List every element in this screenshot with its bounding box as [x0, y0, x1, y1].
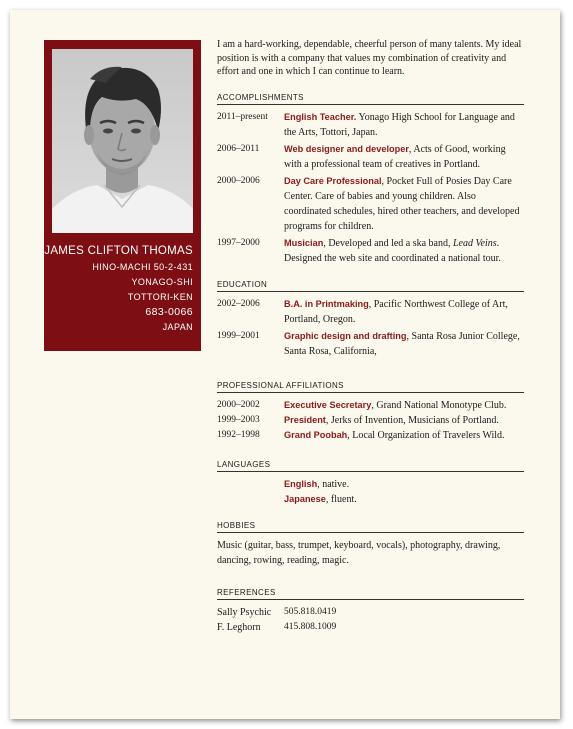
entry-description — [284, 142, 524, 172]
entry-description — [284, 398, 524, 413]
section-languages — [217, 460, 524, 507]
section-heading: PROFESSIONAL AFFILIATIONS — [217, 381, 524, 393]
entry-title: Web designer and developer — [284, 143, 409, 154]
contact-block — [44, 243, 193, 335]
entry-title: Musician — [284, 237, 324, 248]
accomplishment-entry — [217, 174, 524, 234]
contact-postal-code: 683-0066 — [145, 306, 193, 318]
section-heading: LANGUAGES — [217, 460, 524, 472]
entry-date: 2002–2006 — [217, 298, 260, 309]
entry-date: 2000–2002 — [217, 399, 260, 410]
entry-date: 2011–present — [217, 111, 268, 122]
entry-detail-tail: . Designed the web site and coordinated a national tour. — [284, 237, 501, 264]
reference-entry — [217, 620, 524, 635]
entry-date: 2006–2011 — [217, 143, 260, 154]
entry-title: Day Care Professional — [284, 175, 382, 186]
education-entry — [217, 329, 524, 359]
entry-description — [284, 297, 524, 327]
entry-detail: , Pocket Full of Posies Day Care Center. Care of babies and young children. Also coordinated schedules, hired other teachers, and developed programs for children. — [284, 175, 520, 232]
contact-address-line1: HINO-MACHI 50-2-431 — [92, 262, 193, 272]
portrait-image — [52, 49, 193, 233]
entry-title: English — [284, 478, 318, 489]
entry-date: 1999–2003 — [217, 414, 260, 425]
entry-detail: Yonago High School for Language and the Arts, Tottori, Japan. — [284, 111, 515, 138]
entry-detail: , native. — [317, 478, 350, 490]
entry-description — [284, 174, 524, 234]
affiliation-entry — [217, 398, 524, 413]
entry-description — [284, 413, 524, 428]
entry-date: 1997–2000 — [217, 237, 260, 248]
section-accomplishments — [217, 93, 524, 266]
section-references — [217, 588, 524, 635]
resume-main — [217, 38, 524, 635]
hobbies-text: Music (guitar, bass, trumpet, keyboard, vocals), photography, drawing, dancing, rowing, reading, magic. — [217, 539, 501, 566]
contact-name: JAMES CLIFTON THOMAS — [44, 245, 193, 257]
entry-title: B.A. in Printmaking — [284, 298, 369, 309]
accomplishment-entry — [217, 142, 524, 172]
affiliation-entry — [217, 413, 524, 428]
entry-detail: , Santa Rosa Junior College, Santa Rosa, California, — [284, 330, 520, 357]
contact-sidebar — [44, 40, 201, 351]
section-heading: ACCOMPLISHMENTS — [217, 93, 524, 105]
reference-entry — [217, 605, 524, 620]
education-entry — [217, 297, 524, 327]
entry-detail: , Developed and led a ska band, — [323, 237, 453, 249]
entry-title: President — [284, 414, 326, 425]
entry-description — [284, 110, 524, 140]
contact-address-line2: YONAGO-SHI — [131, 277, 193, 287]
entry-description — [284, 428, 524, 443]
entry-detail: , Jerks of Invention, Musicians of Portland. — [325, 414, 499, 426]
accomplishment-entry — [217, 236, 524, 266]
entry-title: Executive Secretary — [284, 399, 372, 410]
entry-detail: , fluent. — [325, 493, 357, 505]
section-hobbies — [217, 521, 524, 568]
reference-phone: 415.808.1009 — [284, 621, 337, 632]
portrait-photo — [52, 49, 193, 233]
entry-date: 1992–1998 — [217, 429, 260, 440]
contact-address-line3: TOTTORI-KEN — [127, 292, 193, 302]
entry-detail: , Pacific Northwest College of Art, Portland, Oregon. — [284, 298, 508, 325]
reference-name: F. Leghorn — [217, 621, 261, 633]
entry-date: 2000–2006 — [217, 175, 260, 186]
section-heading: HOBBIES — [217, 521, 524, 533]
entry-title: Grand Poobah — [284, 429, 348, 440]
entry-description — [284, 492, 524, 507]
entry-title: English Teacher. — [284, 111, 357, 122]
intro-paragraph: I am a hard-working, dependable, cheerful person of many talents. My ideal position is with a company that values my combination of creativity and effort and one in which I can continue to learn. — [217, 39, 522, 78]
section-education — [217, 280, 524, 359]
entry-description — [284, 329, 524, 359]
section-heading: EDUCATION — [217, 280, 524, 292]
language-entry — [217, 492, 524, 507]
entry-title: Japanese — [284, 493, 326, 504]
entry-date: 1999–2001 — [217, 330, 260, 341]
entry-title: Graphic design and drafting — [284, 330, 407, 341]
accomplishment-entry — [217, 110, 524, 140]
contact-country: JAPAN — [162, 322, 193, 332]
reference-name: Sally Psychic — [217, 606, 272, 618]
section-heading: REFERENCES — [217, 588, 524, 600]
section-affiliations — [217, 381, 524, 443]
band-name: Lead Veins — [453, 237, 497, 249]
entry-detail: , Local Organization of Travelers Wild. — [347, 429, 505, 441]
entry-detail: , Acts of Good, working with a professional team of creatives in Portland. — [284, 143, 506, 170]
entry-description — [284, 236, 524, 266]
entry-description — [284, 477, 524, 492]
resume-page — [10, 10, 560, 719]
entry-detail: , Grand National Monotype Club. — [371, 399, 507, 411]
language-entry — [217, 477, 524, 492]
reference-phone: 505.818.0419 — [284, 606, 337, 617]
affiliation-entry — [217, 428, 524, 443]
